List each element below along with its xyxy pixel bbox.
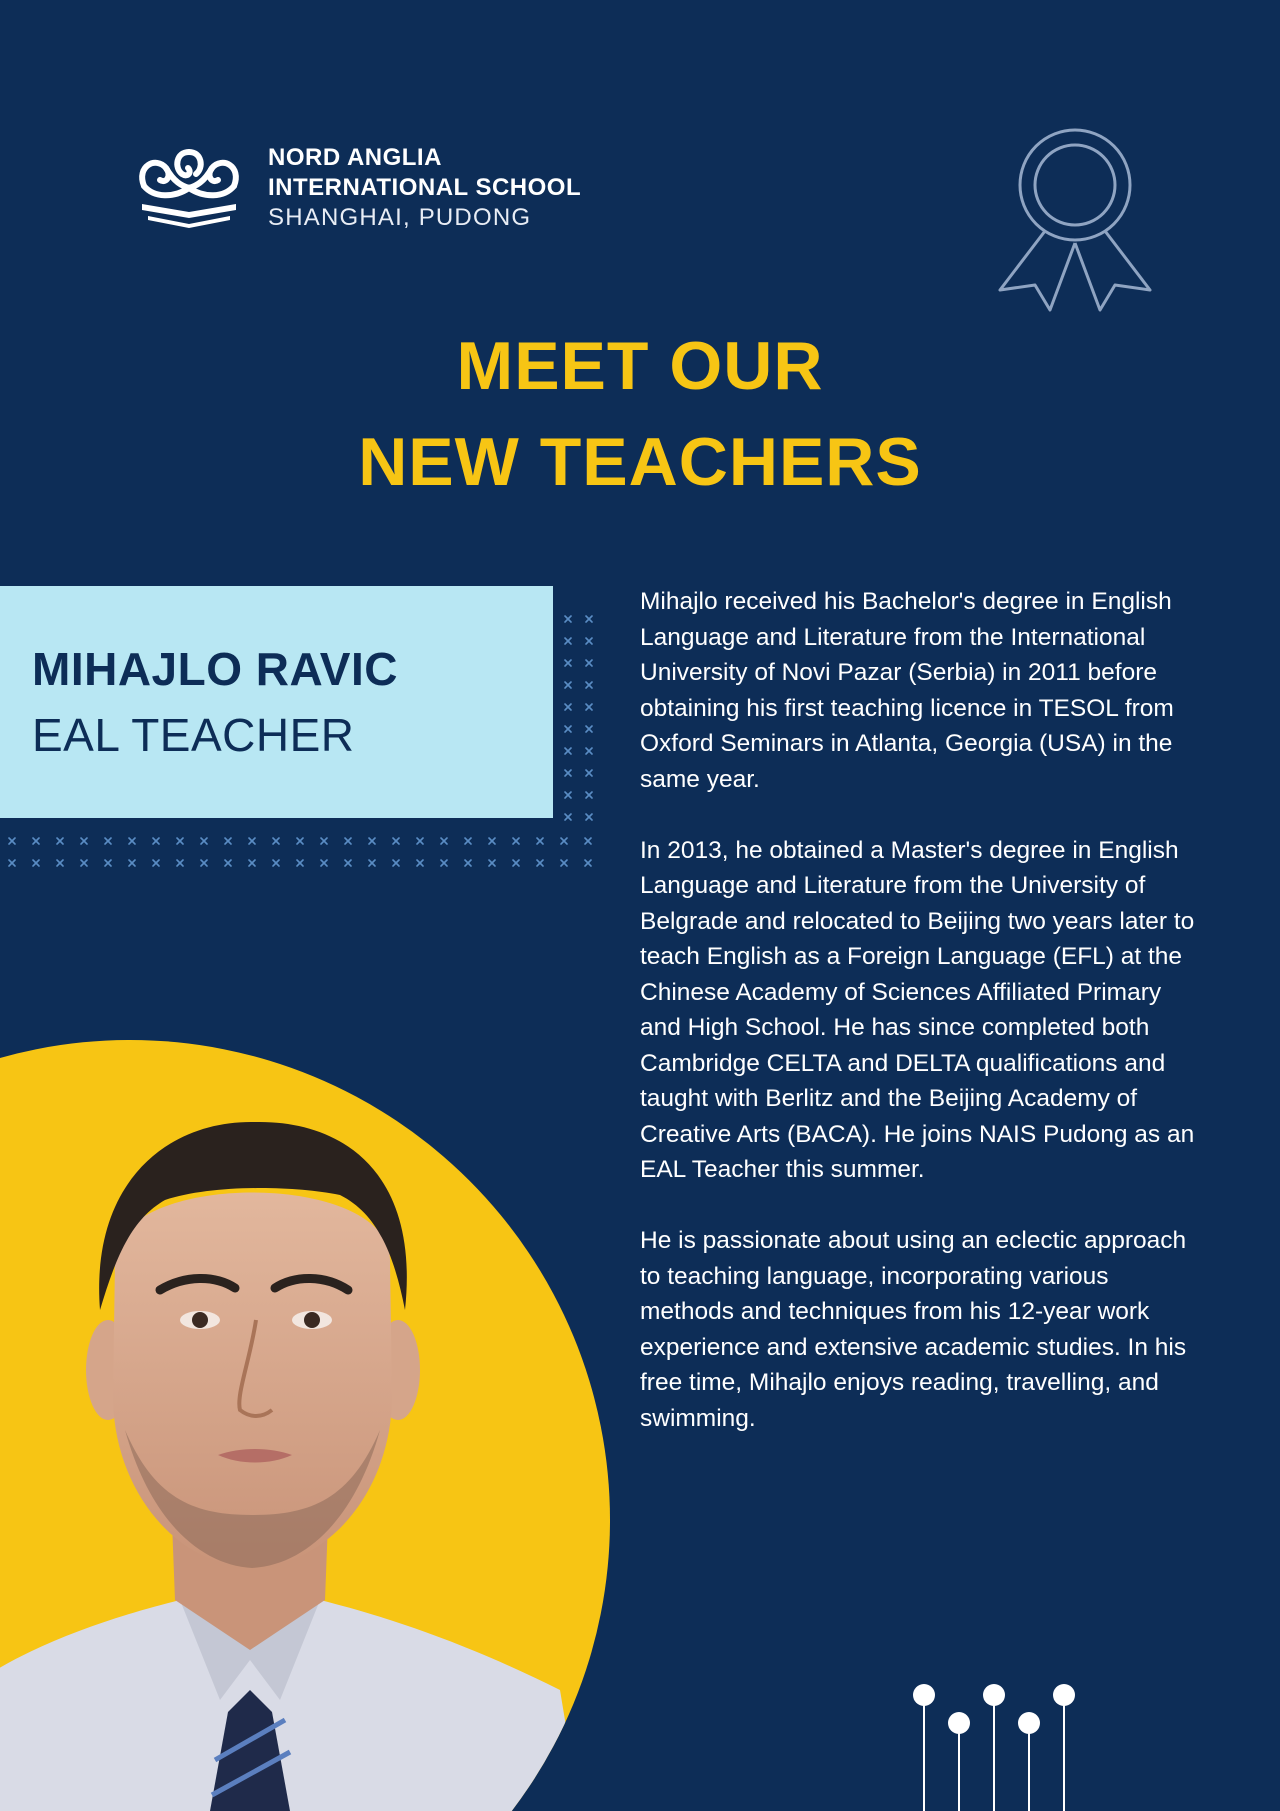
name-box xyxy=(0,586,553,818)
x-pattern-vertical xyxy=(558,608,600,830)
school-name-line1: NORD ANGLIA xyxy=(268,144,442,171)
bio-paragraph: Mihajlo received his Bachelor's degree in English Language and Literature from the International University of Novi Pazar (Serbia) in 2011 before obtaining his first teaching licence in TESOL from Oxford Seminars in Atlanta, Georgia (USA) in the same year. xyxy=(640,588,1174,793)
bio-paragraph: He is passionate about using an eclectic approach to teaching language, incorporating various methods and techniques from his 12-year work experience and extensive academic studies. In his free time, Mihajlo enjoys reading, travelling, and swimming. xyxy=(640,1227,1187,1432)
bio-paragraph: In 2013, he obtained a Master's degree in English Language and Literature from the University of Belgrade and relocated to Beijing two years later to teach English as a Foreign Language (EFL) at the Chinese Academy of Sciences Affiliated Primary and High School. He has since completed both Cambridge CELTA and DELTA qualifications and taught with Berlitz and the Beijing Academy of Creative Arts (BACA). He joins NAIS Pudong as an EAL Teacher this summer. xyxy=(640,836,1195,1183)
x-pattern-horizontal xyxy=(0,830,600,874)
headline-line2: NEW TEACHERS xyxy=(358,424,922,500)
crown-book-logo xyxy=(130,138,248,228)
headline-line1: MEET OUR xyxy=(456,328,824,404)
school-name-line2: INTERNATIONAL SCHOOL xyxy=(268,174,582,201)
teacher-role: EAL TEACHER xyxy=(32,709,355,761)
teacher-bio xyxy=(640,584,1200,1472)
pin-dots-decoration xyxy=(900,1675,1100,1811)
school-campus: SHANGHAI, PUDONG xyxy=(268,204,532,231)
award-ribbon-icon xyxy=(995,125,1155,315)
teacher-name: MIHAJLO RAVIC xyxy=(32,643,398,695)
school-name xyxy=(268,143,581,233)
face xyxy=(113,1193,392,1569)
headline xyxy=(0,318,1280,510)
teacher-portrait xyxy=(0,1000,620,1811)
